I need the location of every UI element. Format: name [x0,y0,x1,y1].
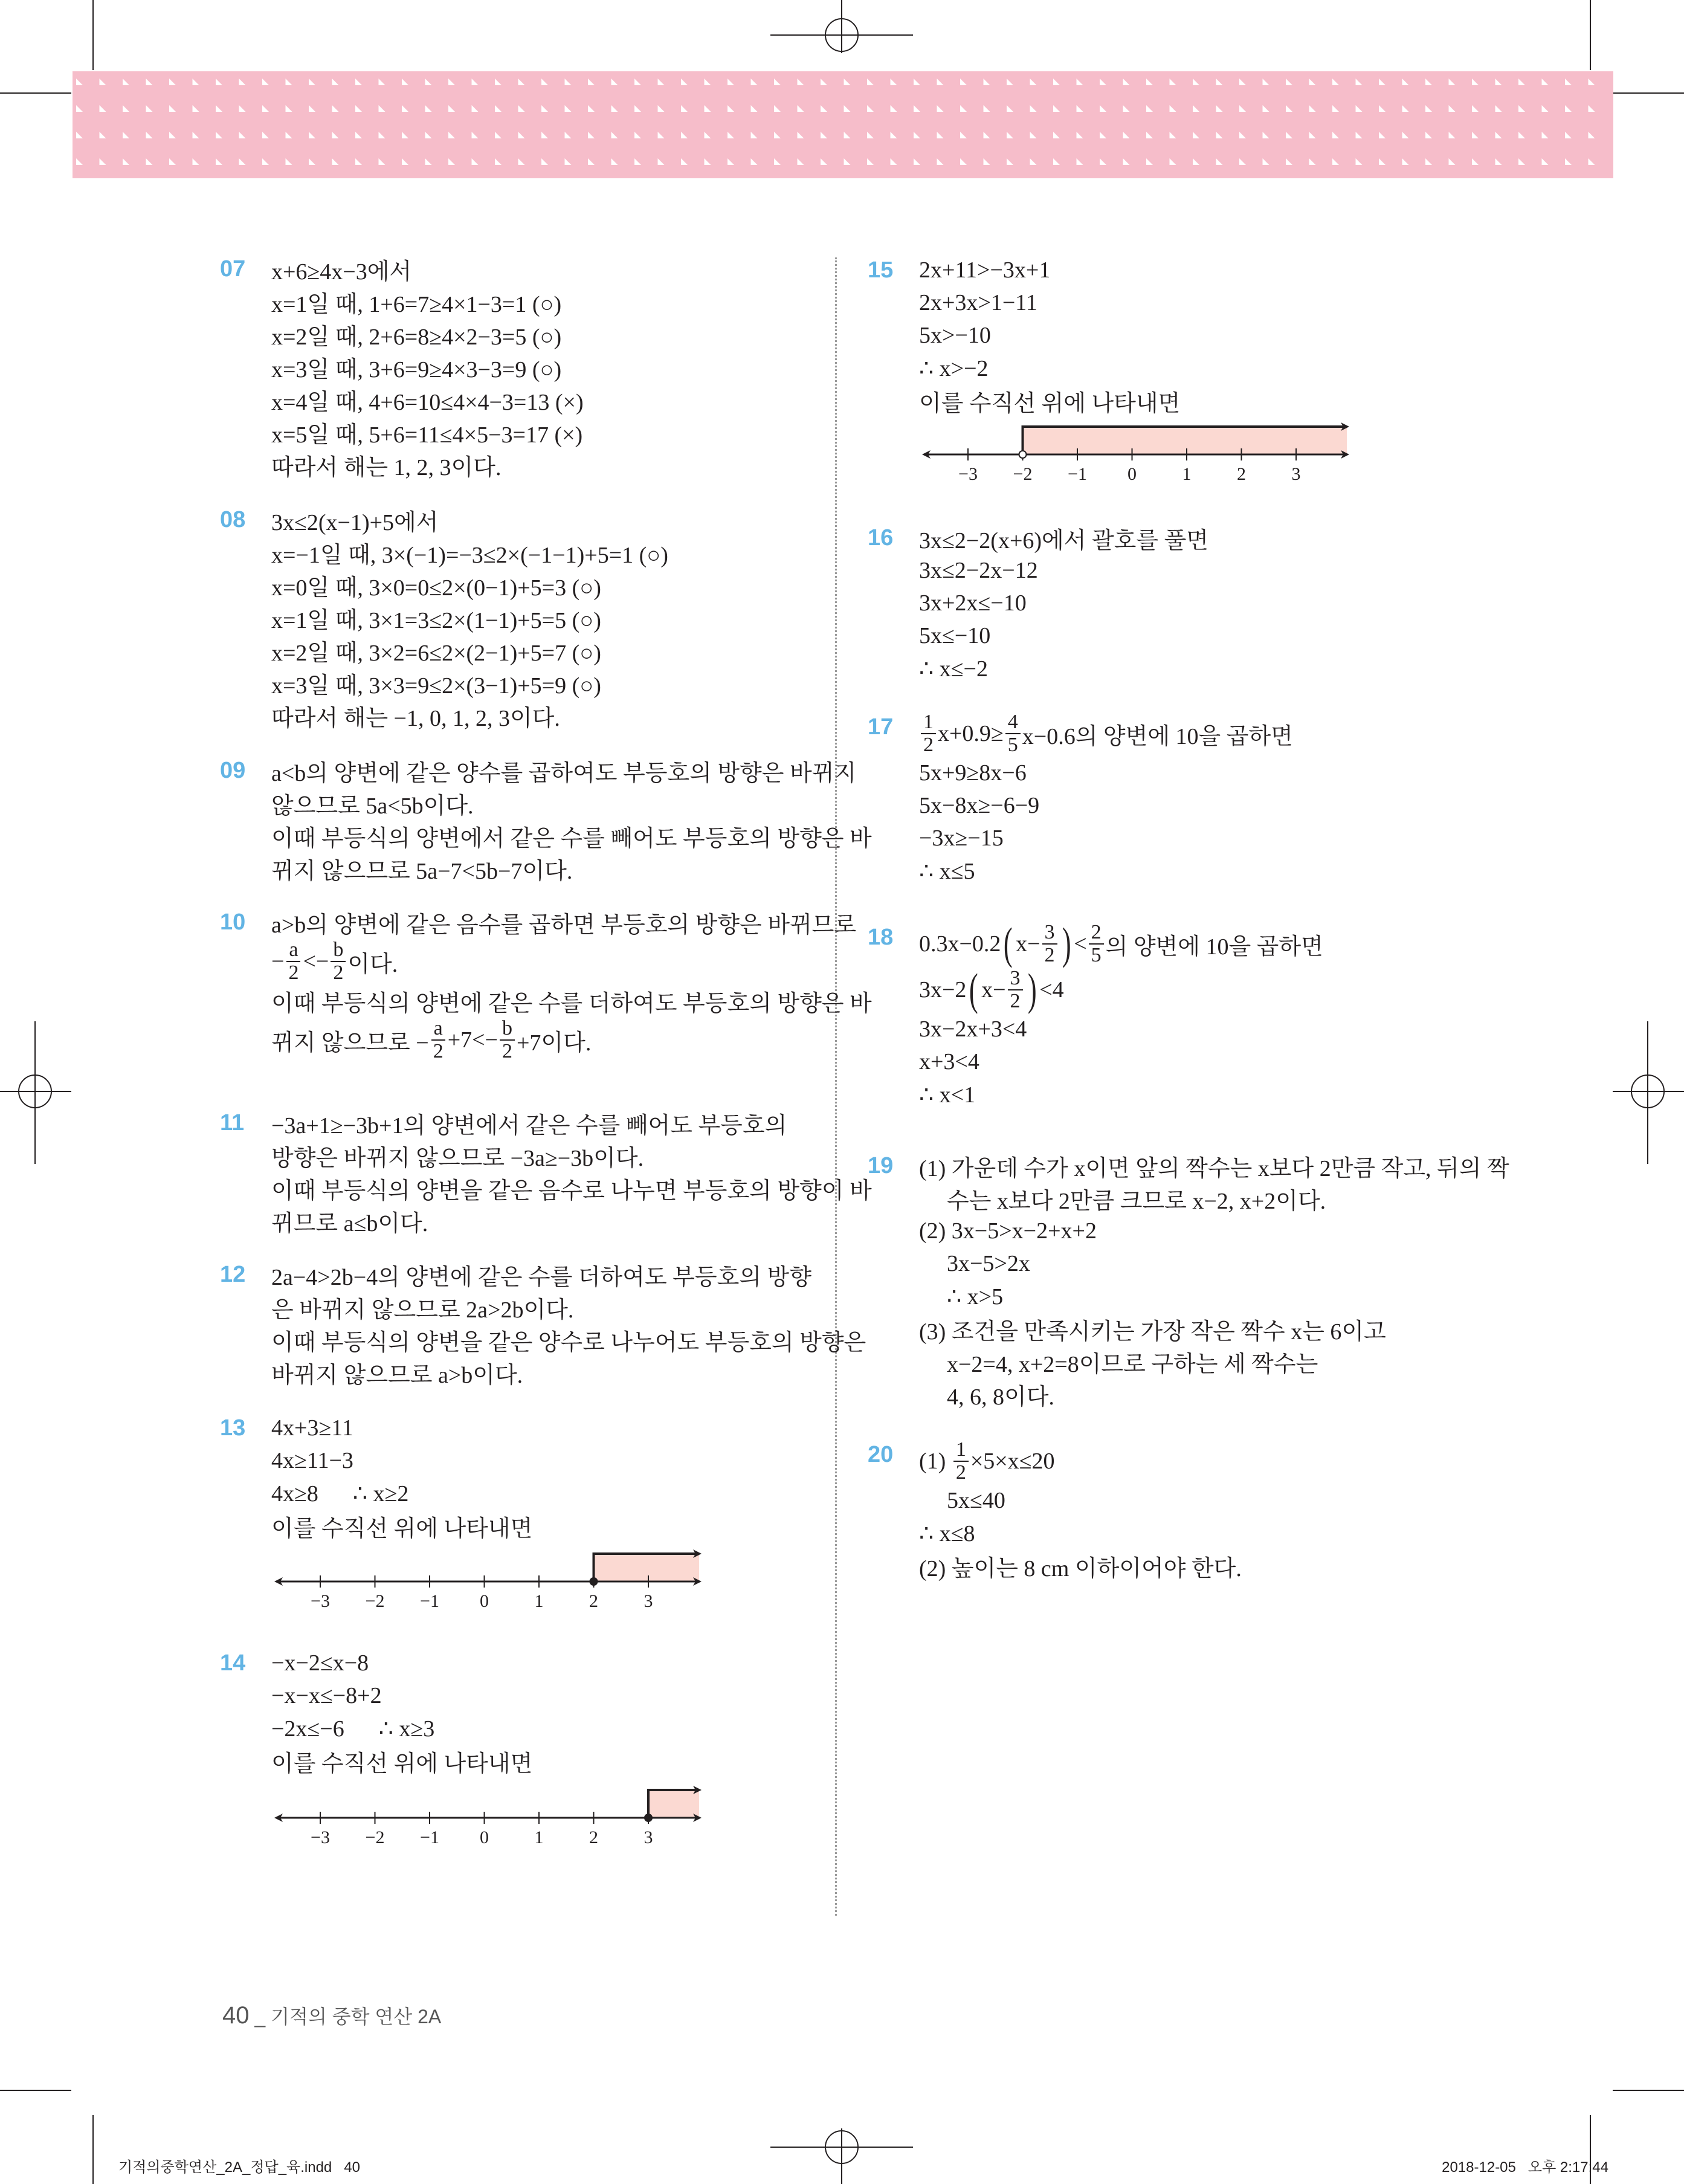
solution-line: 이때 부등식의 양변에서 같은 수를 빼어도 부등호의 방향은 바 [271,825,872,851]
problem-solution [271,754,872,885]
fraction [921,711,936,756]
fraction [1005,711,1021,756]
number-line [273,1780,708,1847]
fraction-denominator: 2 [433,1040,444,1062]
fraction-denominator: 2 [288,961,299,984]
problem-number: 18 [868,925,894,950]
number-line [921,417,1356,483]
fraction-denominator: 2 [1010,990,1021,1012]
math-text: x−2=4, x+2=8이므로 구하는 세 짝수는 [947,1351,1318,1377]
solution-line: −3a+1≥−3b+1의 양변에서 같은 수를 빼어도 부등호의 [271,1113,787,1139]
problem-number: 07 [220,256,246,282]
solution-line [919,1378,1509,1410]
fraction [286,939,301,984]
header-band [73,71,1613,178]
problem-solution [271,253,584,481]
band-triangle-pattern [73,71,1610,178]
tick-label: −1 [420,1827,439,1847]
math-text: x− [1016,931,1040,957]
fraction-numerator: b [331,939,346,962]
crop-mark [92,0,94,70]
fraction [1008,968,1023,1012]
closed-point-icon [645,1814,652,1821]
solution-line: 뀌므로 a≤b이다. [271,1210,428,1236]
tick-label: −1 [420,1591,439,1611]
math-text: 5x≤40 [947,1488,1005,1513]
fraction [431,1018,446,1062]
math-text: 3x−5>2x [947,1251,1030,1276]
solution-line: x=1일 때, 3×1=3≤2×(1−1)+5=5 (○) [271,607,601,633]
fraction-denominator: 2 [1044,944,1055,966]
solution-line: 방향은 바뀌지 않으므로 −3a≥−3b이다. [271,1145,644,1171]
problem-solution [919,1438,1242,1582]
solution-line: ∴ x≤−2 [919,656,988,682]
solution-line: ∴ x≤5 [919,858,975,884]
solution-line: x+3<4 [919,1049,979,1074]
registration-mark-icon [1631,1074,1665,1108]
problem-number: 16 [868,525,894,551]
tick-label: 2 [1237,464,1246,483]
problem-solution [271,1258,866,1389]
problem-number: 14 [220,1650,246,1676]
solution-line: 5x+9≥8x−6 [919,760,1027,786]
solution-region-shade [1023,427,1347,454]
solution-line: x=2일 때, 3×2=6≤2×(2−1)+5=7 (○) [271,640,601,666]
solution-line: 이를 수직선 위에 나타내면 [271,1751,533,1777]
math-text: +7<− [447,1027,498,1053]
large-parenthesis: ) [1027,965,1037,1015]
fraction [331,939,346,984]
problem-solution [271,906,872,1063]
fraction-numerator: 3 [1008,968,1023,990]
crop-mark [0,2090,71,2091]
solution-line: −2x≤−6 ∴ x≥3 [271,1716,435,1742]
problem-solution [271,1412,532,1542]
problem-solution [919,921,1323,1111]
tick-label: 0 [1128,464,1137,483]
fraction [1089,922,1104,966]
fraction-denominator: 2 [923,734,934,756]
book-title: 기적의 중학 연산 2A [271,2006,442,2027]
tick-label: 2 [589,1591,598,1611]
solution-line: x=0일 때, 3×0=0≤2×(0−1)+5=3 (○) [271,575,601,601]
math-text: ×5×x≤20 [970,1449,1055,1474]
tick-label: 1 [1182,464,1192,483]
fraction-numerator: 1 [953,1439,969,1462]
fraction-denominator: 2 [333,961,344,984]
problem-solution [919,1149,1509,1410]
solution-line: (2) 높이는 8 cm 이하이어야 한다. [919,1556,1242,1581]
problem-number: 10 [220,909,246,935]
registration-mark-icon [825,18,859,52]
problem-solution [919,522,1208,685]
problem-number: 17 [868,714,894,740]
tick-label: −2 [365,1827,385,1847]
math-text: 0.3x−0.2 [919,931,1001,957]
tick-label: −3 [311,1827,330,1847]
solution-line [919,1247,1509,1280]
math-text: x−0.6의 양변에 10을 곱하면 [1022,723,1293,749]
solution-line: 이때 부등식의 양변을 같은 양수로 나누어도 부등호의 방향은 [271,1329,866,1355]
tick-label: −2 [365,1591,385,1611]
math-text: < [1074,931,1087,957]
registration-mark-icon [18,1074,52,1108]
tick-label: 2 [589,1827,598,1847]
solution-line [919,921,1323,967]
solution-line: x=4일 때, 4+6=10≤4×4−3=13 (×) [271,389,584,415]
fraction-numerator: a [431,1018,445,1041]
solution-line: 이때 부등식의 양변을 같은 음수로 나누면 부등호의 방향이 바 [271,1178,872,1204]
problem-number: 15 [868,257,894,283]
solution-line [919,1182,1509,1215]
solution-line [919,1484,1242,1517]
column-divider [835,257,837,1916]
solution-line: 2x+11>−3x+1 [919,257,1051,283]
crop-mark [1613,2090,1684,2091]
tick-label: 1 [534,1827,544,1847]
problem-number: 19 [868,1153,894,1178]
solution-line [919,1345,1509,1378]
solution-line: 4x≥11−3 [271,1448,353,1473]
solution-line: (1) 가운데 수가 x이면 앞의 짝수는 x보다 2만큼 작고, 뒤의 짝 [919,1155,1509,1181]
solution-line: a<b의 양변에 같은 양수를 곱하여도 부등호의 방향은 바뀌지 [271,760,857,786]
math-text: 이다. [347,951,398,977]
crop-mark [92,2115,94,2184]
tick-label: 1 [534,1591,544,1611]
open-point-icon [1019,451,1027,458]
solution-line [919,711,1293,757]
tick-label: 0 [480,1827,489,1847]
solution-line: 따라서 해는 1, 2, 3이다. [271,454,502,480]
solution-line: 은 바뀌지 않으므로 2a>2b이다. [271,1297,574,1323]
solution-line: 따라서 해는 −1, 0, 1, 2, 3이다. [271,705,560,731]
solution-line: x=−1일 때, 3×(−1)=−3≤2×(−1−1)+5=1 (○) [271,542,668,568]
solution-line: 뀌지 않으므로 5a−7<5b−7이다. [271,858,573,884]
math-text: 의 양변에 10을 곱하면 [1105,934,1323,960]
solution-line: 이를 수직선 위에 나타내면 [919,390,1181,416]
math-text: ∴ x>5 [947,1284,1004,1310]
solution-line: a>b의 양변에 같은 음수를 곱하면 부등호의 방향은 바뀌므로 [271,912,857,938]
solution-line [271,939,872,984]
problem-solution [919,711,1293,887]
solution-line: 3x≤2−2x−12 [919,558,1038,583]
fraction-numerator: b [500,1018,515,1041]
math-text: x− [981,977,1006,1003]
solution-line: −3x≥−15 [919,825,1004,851]
solution-line: x=3일 때, 3×3=9≤2×(3−1)+5=9 (○) [271,673,601,699]
solution-line [919,1280,1509,1313]
tick-label: 3 [644,1591,653,1611]
tick-label: −1 [1068,464,1087,483]
large-parenthesis: ( [969,965,979,1015]
solution-line: 이를 수직선 위에 나타내면 [271,1516,533,1542]
solution-line: ∴ x<1 [919,1082,976,1108]
math-text: 수는 x보다 2만큼 크므로 x−2, x+2이다. [947,1188,1326,1214]
solution-line: 5x−8x≥−6−9 [919,793,1040,818]
tick-label: 3 [1291,464,1301,483]
math-text: <4 [1039,977,1064,1003]
solution-line [271,1017,872,1063]
solution-line: −x−x≤−8+2 [271,1683,382,1708]
fraction [1042,922,1057,966]
solution-line: 않으므로 5a<5b이다. [271,793,474,819]
solution-region-shade [648,1790,699,1818]
footer-separator: _ [249,2006,271,2027]
fraction-numerator: a [286,939,300,962]
problem-number: 20 [868,1442,894,1467]
problem-solution [271,503,668,732]
math-text: (1) [919,1449,952,1474]
solution-line: 이때 부등식의 양변에 같은 수를 더하여도 부등호의 방향은 바 [271,990,872,1016]
crop-mark [1590,0,1591,70]
large-parenthesis: ) [1062,919,1071,969]
fraction-denominator: 2 [502,1040,512,1062]
tick-label: −2 [1013,464,1033,483]
solution-line: 2a−4>2b−4의 양변에 같은 수를 더하여도 부등호의 방향 [271,1264,811,1290]
solution-region-shade [594,1554,700,1581]
tick-label: −3 [311,1591,330,1611]
solution-line: x+6≥4x−3에서 [271,259,412,285]
problem-solution [271,1647,532,1777]
solution-line: x=1일 때, 1+6=7≥4×1−3=1 (○) [271,291,562,317]
fraction [953,1439,969,1484]
tick-label: 3 [644,1827,653,1847]
fraction-numerator: 1 [921,711,936,734]
solution-line: 3x≤2(x−1)+5에서 [271,509,439,535]
slug-timestamp: 2018-12-05 오후 2:17:44 [1442,2159,1608,2176]
problem-number: 13 [220,1415,246,1441]
solution-line: 바뀌지 않으므로 a>b이다. [271,1362,523,1388]
solution-line [919,1438,1242,1484]
problem-number: 08 [220,507,246,532]
fraction [500,1018,515,1062]
solution-line: 3x−2x+3<4 [919,1016,1027,1042]
math-text: x+0.9≥ [938,721,1004,746]
solution-line: x=5일 때, 5+6=11≤4×5−3=17 (×) [271,422,583,448]
fraction-numerator: 2 [1089,922,1104,945]
solution-line: 4x≥8 ∴ x≥2 [271,1481,409,1507]
large-parenthesis: ( [1004,919,1013,969]
solution-line: 5x>−10 [919,323,991,348]
slug-filename: 기적의중학연산_2A_정답_육.indd 40 [118,2159,360,2176]
math-text: 뀌지 않으므로 − [271,1030,429,1056]
tick-label: 0 [480,1591,489,1611]
fraction-denominator: 2 [955,1461,966,1484]
tick-label: −3 [958,464,978,483]
math-text: +7이다. [516,1030,592,1056]
solution-line: x=3일 때, 3+6=9≥4×3−3=9 (○) [271,357,562,383]
page-footer [222,2001,441,2029]
problem-number: 12 [220,1262,246,1287]
solution-line: (3) 조건을 만족시키는 가장 작은 짝수 x는 6이고 [919,1319,1386,1345]
problem-solution [271,1107,872,1237]
number-line [273,1544,708,1611]
solution-line: (2) 3x−5>x−2+x+2 [919,1218,1097,1244]
registration-mark-icon [825,2130,859,2164]
solution-line: ∴ x>−2 [919,355,989,381]
closed-point-icon [590,1578,598,1585]
problem-solution [919,254,1180,417]
solution-line: 5x≤−10 [919,623,991,648]
math-text: − [271,949,285,974]
page-number: 40 [222,2002,250,2029]
solution-line: −x−2≤x−8 [271,1650,369,1676]
math-text: 3x−2 [919,977,967,1003]
fraction-denominator: 5 [1091,944,1102,966]
solution-line [919,967,1323,1013]
solution-line: 2x+3x>1−11 [919,290,1037,315]
math-text: <− [303,949,329,974]
math-text: 4, 6, 8이다. [947,1384,1054,1410]
solution-line: ∴ x≤8 [919,1520,975,1546]
solution-line: x=2일 때, 2+6=8≥4×2−3=5 (○) [271,324,562,350]
crop-mark [0,92,71,94]
fraction-numerator: 3 [1042,922,1057,945]
solution-line: 3x+2x≤−10 [919,590,1027,616]
fraction-denominator: 5 [1007,734,1018,756]
fraction-numerator: 4 [1005,711,1021,734]
solution-line: 3x≤2−2(x+6)에서 괄호를 풀면 [919,528,1208,554]
crop-mark [1613,92,1684,94]
solution-line: 4x+3≥11 [271,1415,353,1441]
problem-number: 09 [220,758,246,783]
problem-number: 11 [220,1110,245,1136]
